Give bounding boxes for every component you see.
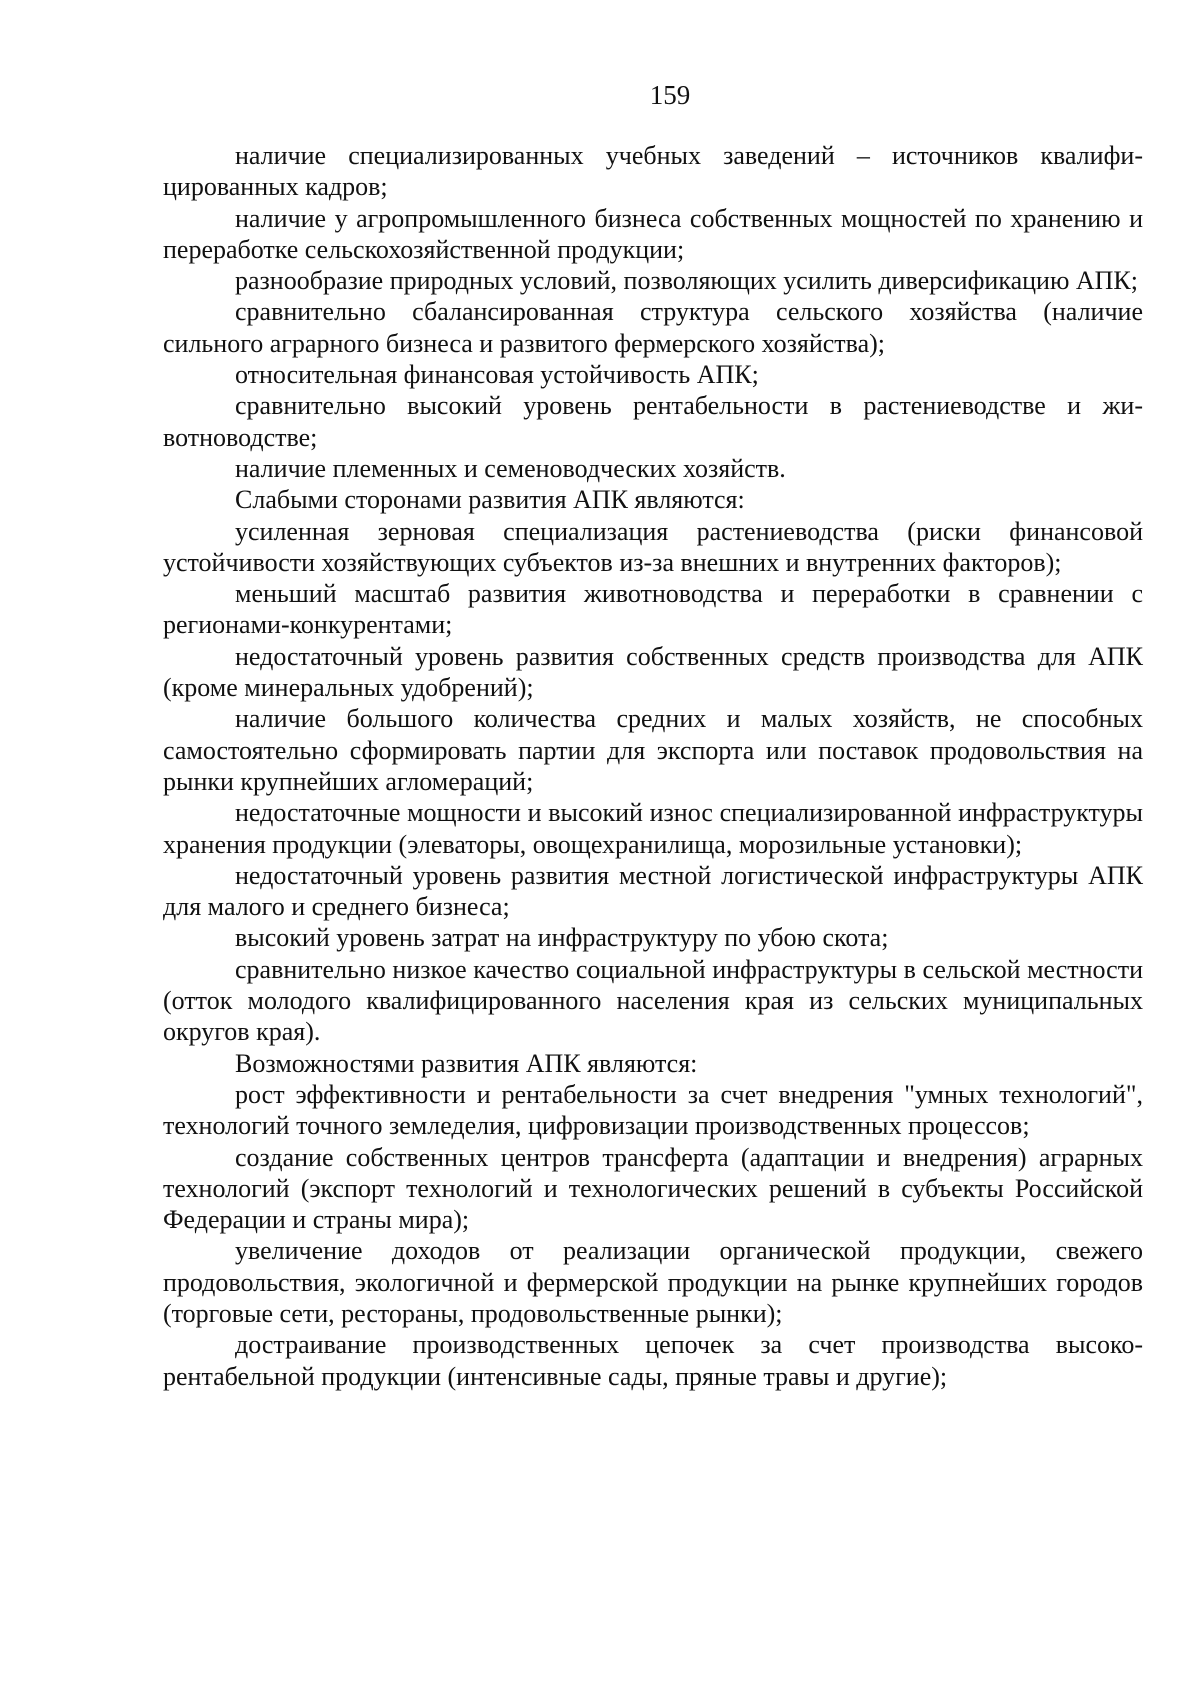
paragraph: усиленная зерновая специализация растениеводства (риски финансовой устойчивости хозяйствующих субъектов из-за внешних и внутренних факторов); — [163, 516, 1143, 577]
paragraph: рост эффективности и рентабельности за счет внедрения "умных технологий", технологий точного земледелия, цифровизации производственных процессов; — [163, 1079, 1143, 1141]
paragraph: недостаточный уровень развития местной логистической инфраструктуры АПК для малого и среднего бизнеса; — [163, 860, 1143, 922]
paragraph: создание собственных центров трансферта (адаптации и внедрения) аграрных технологий (экспорт технологий и технологических решений в субъекты Российской Федерации и страны мира); — [163, 1142, 1143, 1235]
paragraph: высокий уровень затрат на инфраструктуру по убою скота; — [235, 923, 889, 953]
paragraph: недостаточный уровень развития собственных средств производства для АПК (кроме минеральных удобрений); — [163, 641, 1143, 703]
paragraph: сравнительно низкое качество социальной инфраструктуры в сельской местности (отток молодого квалифицированного населения края из сельских муниципальных округов края). — [163, 954, 1143, 1047]
paragraph: сравнительно высокий уровень рентабельности в растениеводстве и животноводстве; — [163, 391, 1143, 452]
paragraph: достраивание производственных цепочек за счет производства высокорентабельной продукции (интенсивные сады, пряные травы и другие); — [163, 1330, 1143, 1391]
paragraph: недостаточные мощности и высокий износ специализированной инфраструктуры хранения продукции (элеваторы, овощехранилища, морозильные установки); — [163, 798, 1143, 859]
paragraph: меньший масштаб развития животноводства и переработки в сравнении с регионами-конкурентами; — [163, 579, 1143, 640]
page-number: 159 — [649, 80, 691, 110]
paragraph: наличие племенных и семеноводческих хозяйств. — [235, 453, 786, 483]
paragraph: увеличение доходов от реализации органической продукции, свежего продовольствия, экологичной и фермерской продукции на рынке крупнейших городов (торговые сети, рестораны, продовольственные рынки); — [163, 1236, 1143, 1328]
paragraph: сравнительно сбалансированная структура сельского хозяйства (наличие сильного аграрного бизнеса и развитого фермерского хозяйства); — [163, 297, 1143, 358]
paragraph: наличие у агропромышленного бизнеса собственных мощностей по хранению и переработке сельскохозяйственной продукции; — [163, 203, 1143, 264]
paragraph: относительная финансовая устойчивость АПК; — [235, 360, 759, 390]
paragraph: разнообразие природных условий, позволяющих усилить диверсификацию АПК; — [235, 266, 1138, 296]
body-text — [163, 140, 1143, 1392]
paragraph: наличие специализированных учебных заведений – источников квалифицированных кадров; — [163, 141, 1143, 202]
section-heading-weaknesses: Слабыми сторонами развития АПК являются: — [235, 485, 745, 515]
section-heading-opportunities: Возможностями развития АПК являются: — [235, 1048, 698, 1078]
paragraph: наличие большого количества средних и малых хозяйств, не способных самостоятельно сформировать партии для экспорта или поставок продовольствия на рынки крупнейших агломераций; — [163, 704, 1143, 796]
